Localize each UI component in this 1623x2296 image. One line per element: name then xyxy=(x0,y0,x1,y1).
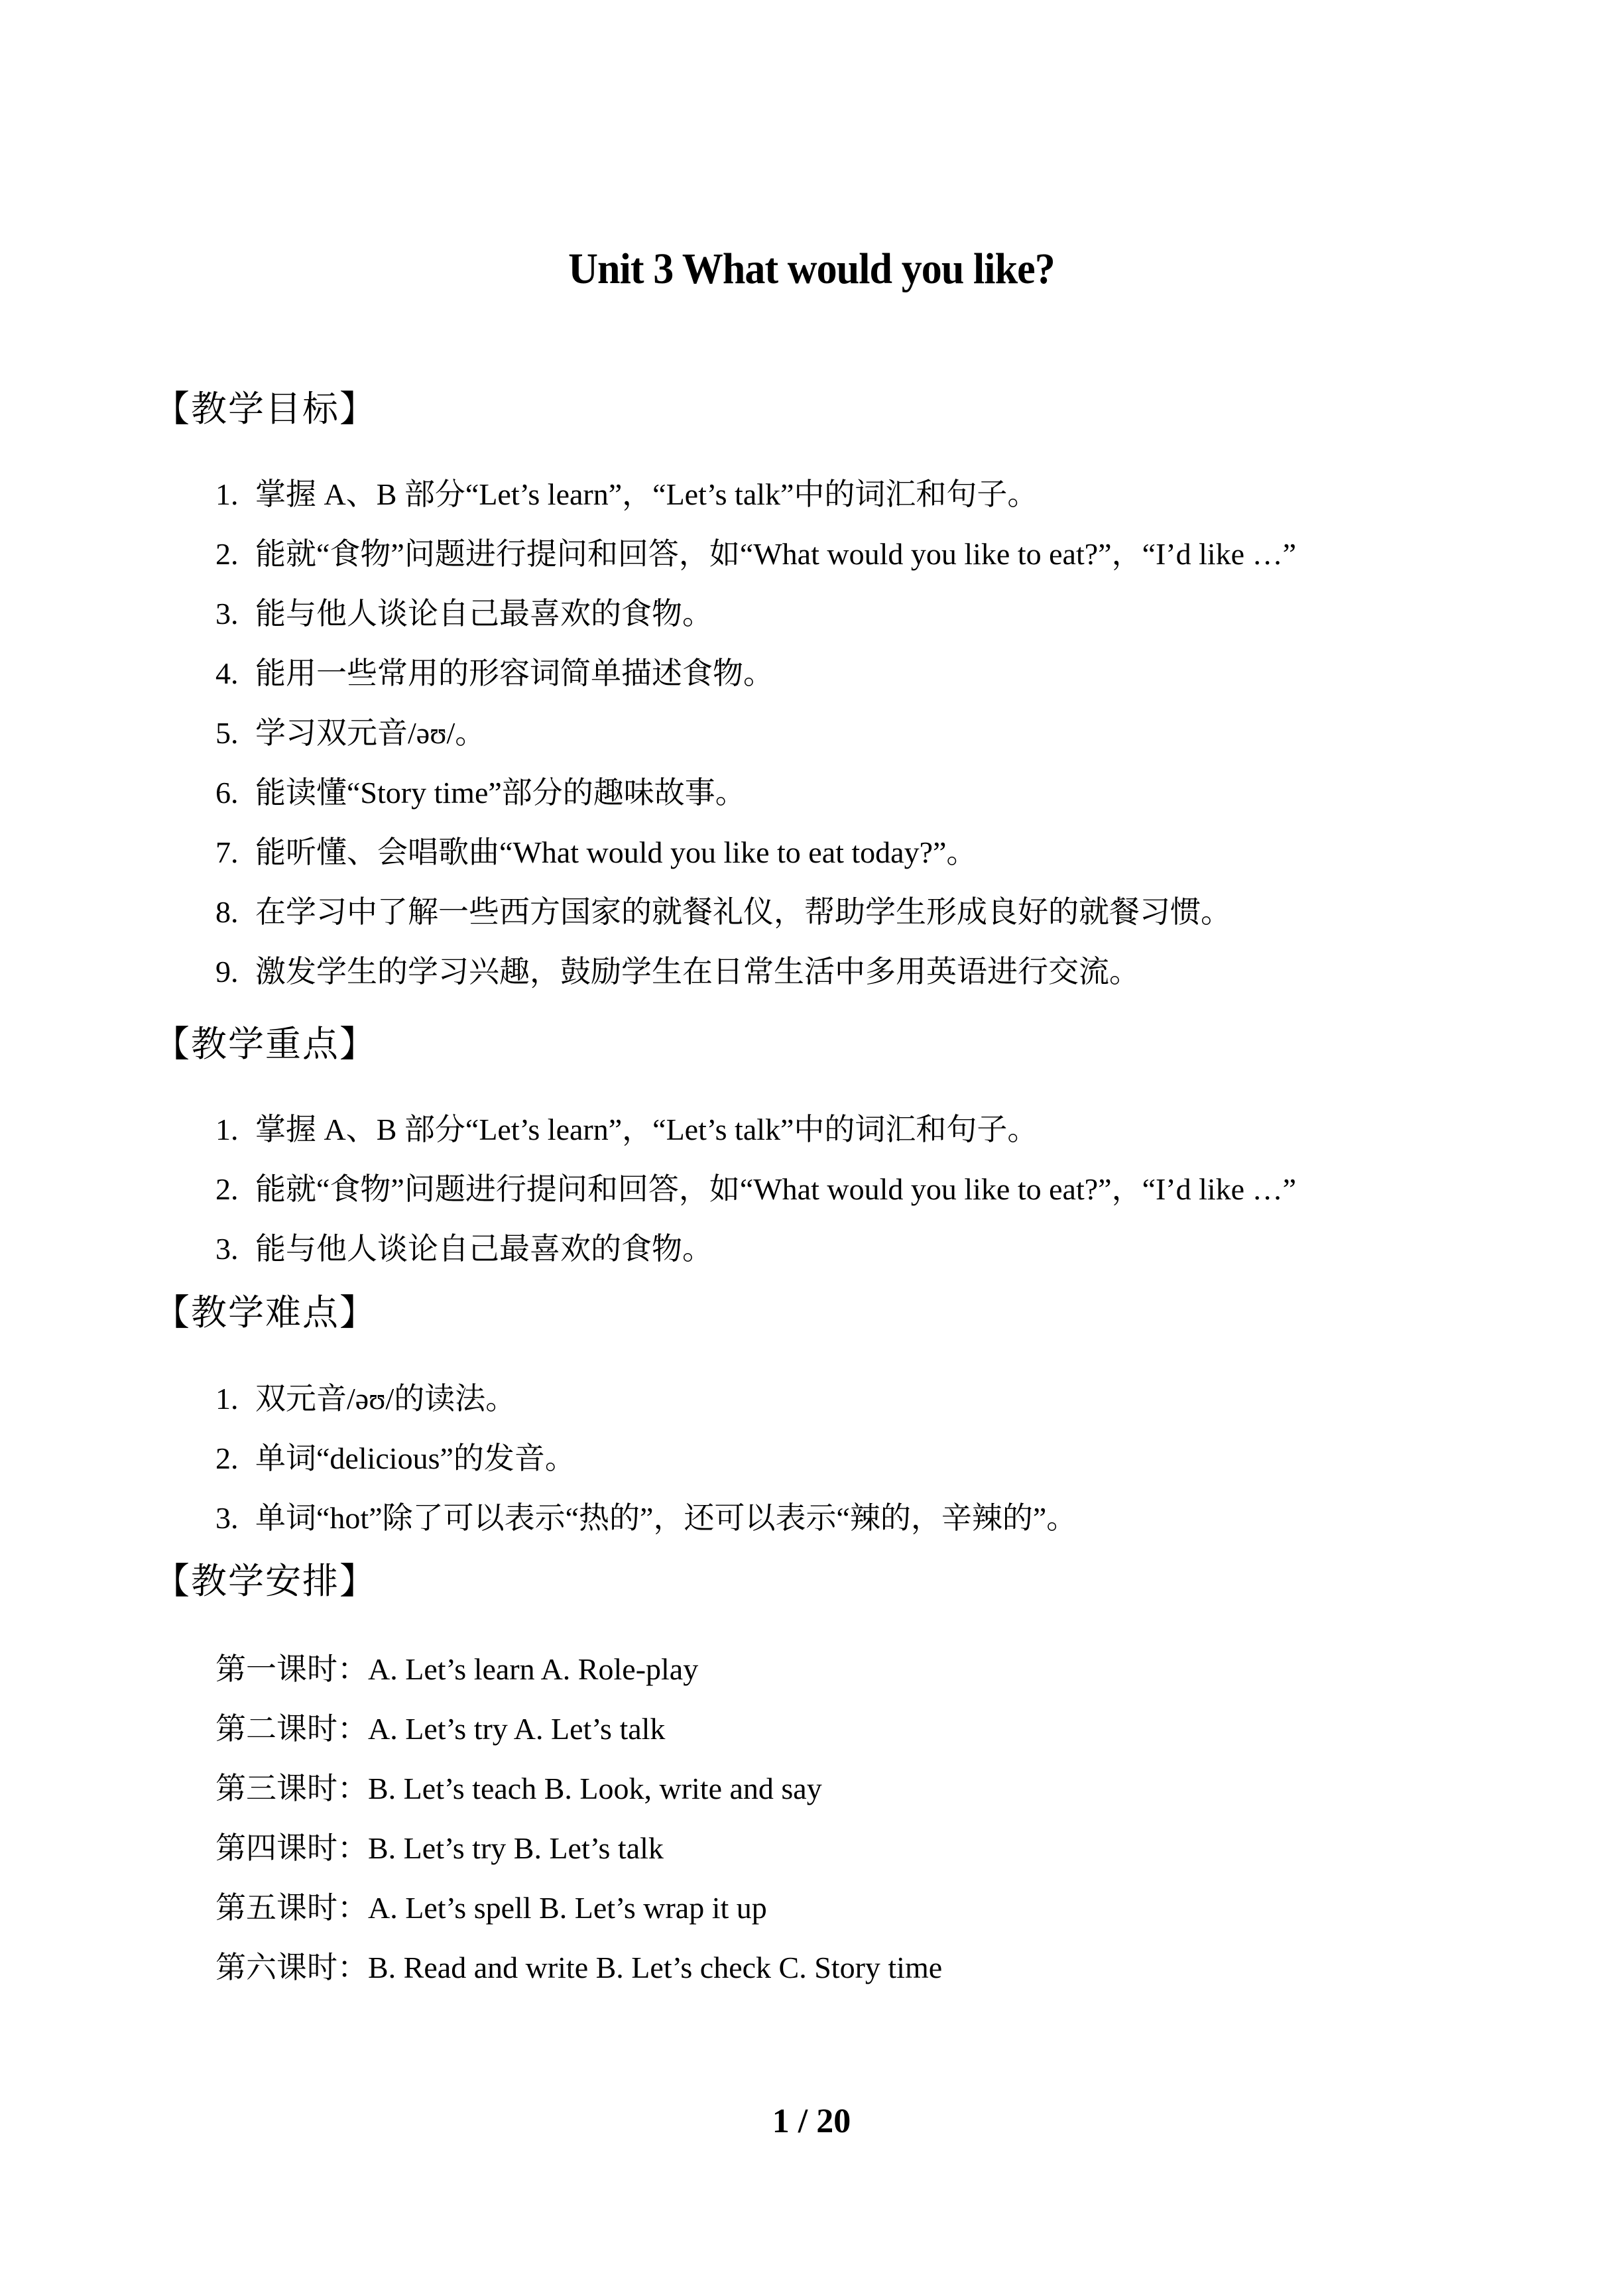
item-text: 激发学生的学习兴趣，鼓励学生在日常生活中多用英语进行交流。 xyxy=(255,955,1140,989)
item-text: 学习双元音/əʊ/。 xyxy=(255,716,486,750)
key-point-item xyxy=(215,1170,1296,1209)
section-heading-objectives: 【教学目标】 xyxy=(154,389,377,429)
item-number: 3. xyxy=(215,1501,239,1535)
lesson-content: B. Let’s teach B. Look, write and say xyxy=(368,1772,822,1805)
item-text: 双元音/əʊ/的读法。 xyxy=(255,1382,516,1416)
item-text: 在学习中了解一些西方国家的就餐礼仪，帮助学生形成良好的就餐习惯。 xyxy=(255,895,1231,929)
objective-item xyxy=(215,833,977,873)
schedule-item xyxy=(215,1948,942,1988)
item-number: 5. xyxy=(215,716,239,750)
item-text: 单词“hot”除了可以表示“热的”，还可以表示“辣的，辛辣的”。 xyxy=(255,1501,1077,1535)
item-text: 能与他人谈论自己最喜欢的食物。 xyxy=(255,1232,713,1266)
item-number: 1. xyxy=(215,1382,239,1416)
lesson-content: A. Let’s try A. Let’s talk xyxy=(368,1712,666,1746)
page-number: 1 / 20 xyxy=(772,2102,851,2140)
key-point-item xyxy=(215,1229,713,1269)
schedule-item xyxy=(215,1650,698,1689)
item-number: 4. xyxy=(215,656,239,690)
schedule-item xyxy=(215,1829,664,1868)
lesson-label: 第五课时： xyxy=(215,1891,368,1925)
item-number: 1. xyxy=(215,1113,239,1146)
item-number: 7. xyxy=(215,835,239,869)
section-heading-difficulties: 【教学难点】 xyxy=(154,1293,377,1333)
objective-item xyxy=(215,892,1231,932)
page-title: Unit 3 What would you like? xyxy=(568,245,1055,294)
difficulty-item xyxy=(215,1379,516,1419)
objective-item xyxy=(215,475,1038,514)
objective-item xyxy=(215,773,746,813)
objective-item xyxy=(215,952,1140,992)
item-text: 能读懂“Story time”部分的趣味故事。 xyxy=(255,776,746,810)
item-text: 掌握 A、B 部分“Let’s learn”，“Let’s talk”中的词汇和句子。 xyxy=(255,1113,1038,1146)
item-number: 3. xyxy=(215,1232,239,1266)
item-number: 9. xyxy=(215,955,239,989)
lesson-label: 第二课时： xyxy=(215,1712,368,1746)
item-number: 1. xyxy=(215,477,239,511)
lesson-content: A. Let’s spell B. Let’s wrap it up xyxy=(368,1891,767,1925)
objective-item xyxy=(215,713,485,753)
item-number: 8. xyxy=(215,895,239,929)
lesson-label: 第一课时： xyxy=(215,1652,368,1686)
item-number: 6. xyxy=(215,776,239,810)
item-number: 2. xyxy=(215,1441,239,1475)
schedule-item xyxy=(215,1888,767,1928)
section-heading-schedule: 【教学安排】 xyxy=(154,1561,377,1601)
item-text: 单词“delicious”的发音。 xyxy=(255,1441,575,1475)
lesson-content: A. Let’s learn A. Role-play xyxy=(368,1652,699,1686)
lesson-label: 第三课时： xyxy=(215,1772,368,1805)
difficulty-item xyxy=(215,1498,1077,1538)
key-point-item xyxy=(215,1110,1038,1150)
item-number: 3. xyxy=(215,597,239,631)
lesson-content: B. Read and write B. Let’s check C. Story time xyxy=(368,1951,943,1984)
schedule-item xyxy=(215,1709,665,1749)
lesson-label: 第六课时： xyxy=(215,1951,368,1984)
lesson-label: 第四课时： xyxy=(215,1831,368,1865)
objective-item xyxy=(215,534,1296,574)
difficulty-item xyxy=(215,1439,575,1479)
lesson-content: B. Let’s try B. Let’s talk xyxy=(368,1831,664,1865)
schedule-item xyxy=(215,1769,822,1809)
item-number: 2. xyxy=(215,537,239,571)
item-text: 能与他人谈论自己最喜欢的食物。 xyxy=(255,597,713,631)
item-number: 2. xyxy=(215,1172,239,1206)
item-text: 掌握 A、B 部分“Let’s learn”，“Let’s talk”中的词汇和句子。 xyxy=(255,477,1038,511)
item-text: 能就“食物”问题进行提问和回答，如“What would you like to eat?”，“I’d like …” xyxy=(255,1172,1297,1206)
item-text: 能用一些常用的形容词简单描述食物。 xyxy=(255,656,774,690)
item-text: 能就“食物”问题进行提问和回答，如“What would you like to eat?”，“I’d like …” xyxy=(255,537,1297,571)
objective-item xyxy=(215,654,774,694)
section-heading-key-points: 【教学重点】 xyxy=(154,1024,377,1064)
objective-item xyxy=(215,594,713,634)
item-text: 能听懂、会唱歌曲“What would you like to eat today?”。 xyxy=(255,835,977,869)
